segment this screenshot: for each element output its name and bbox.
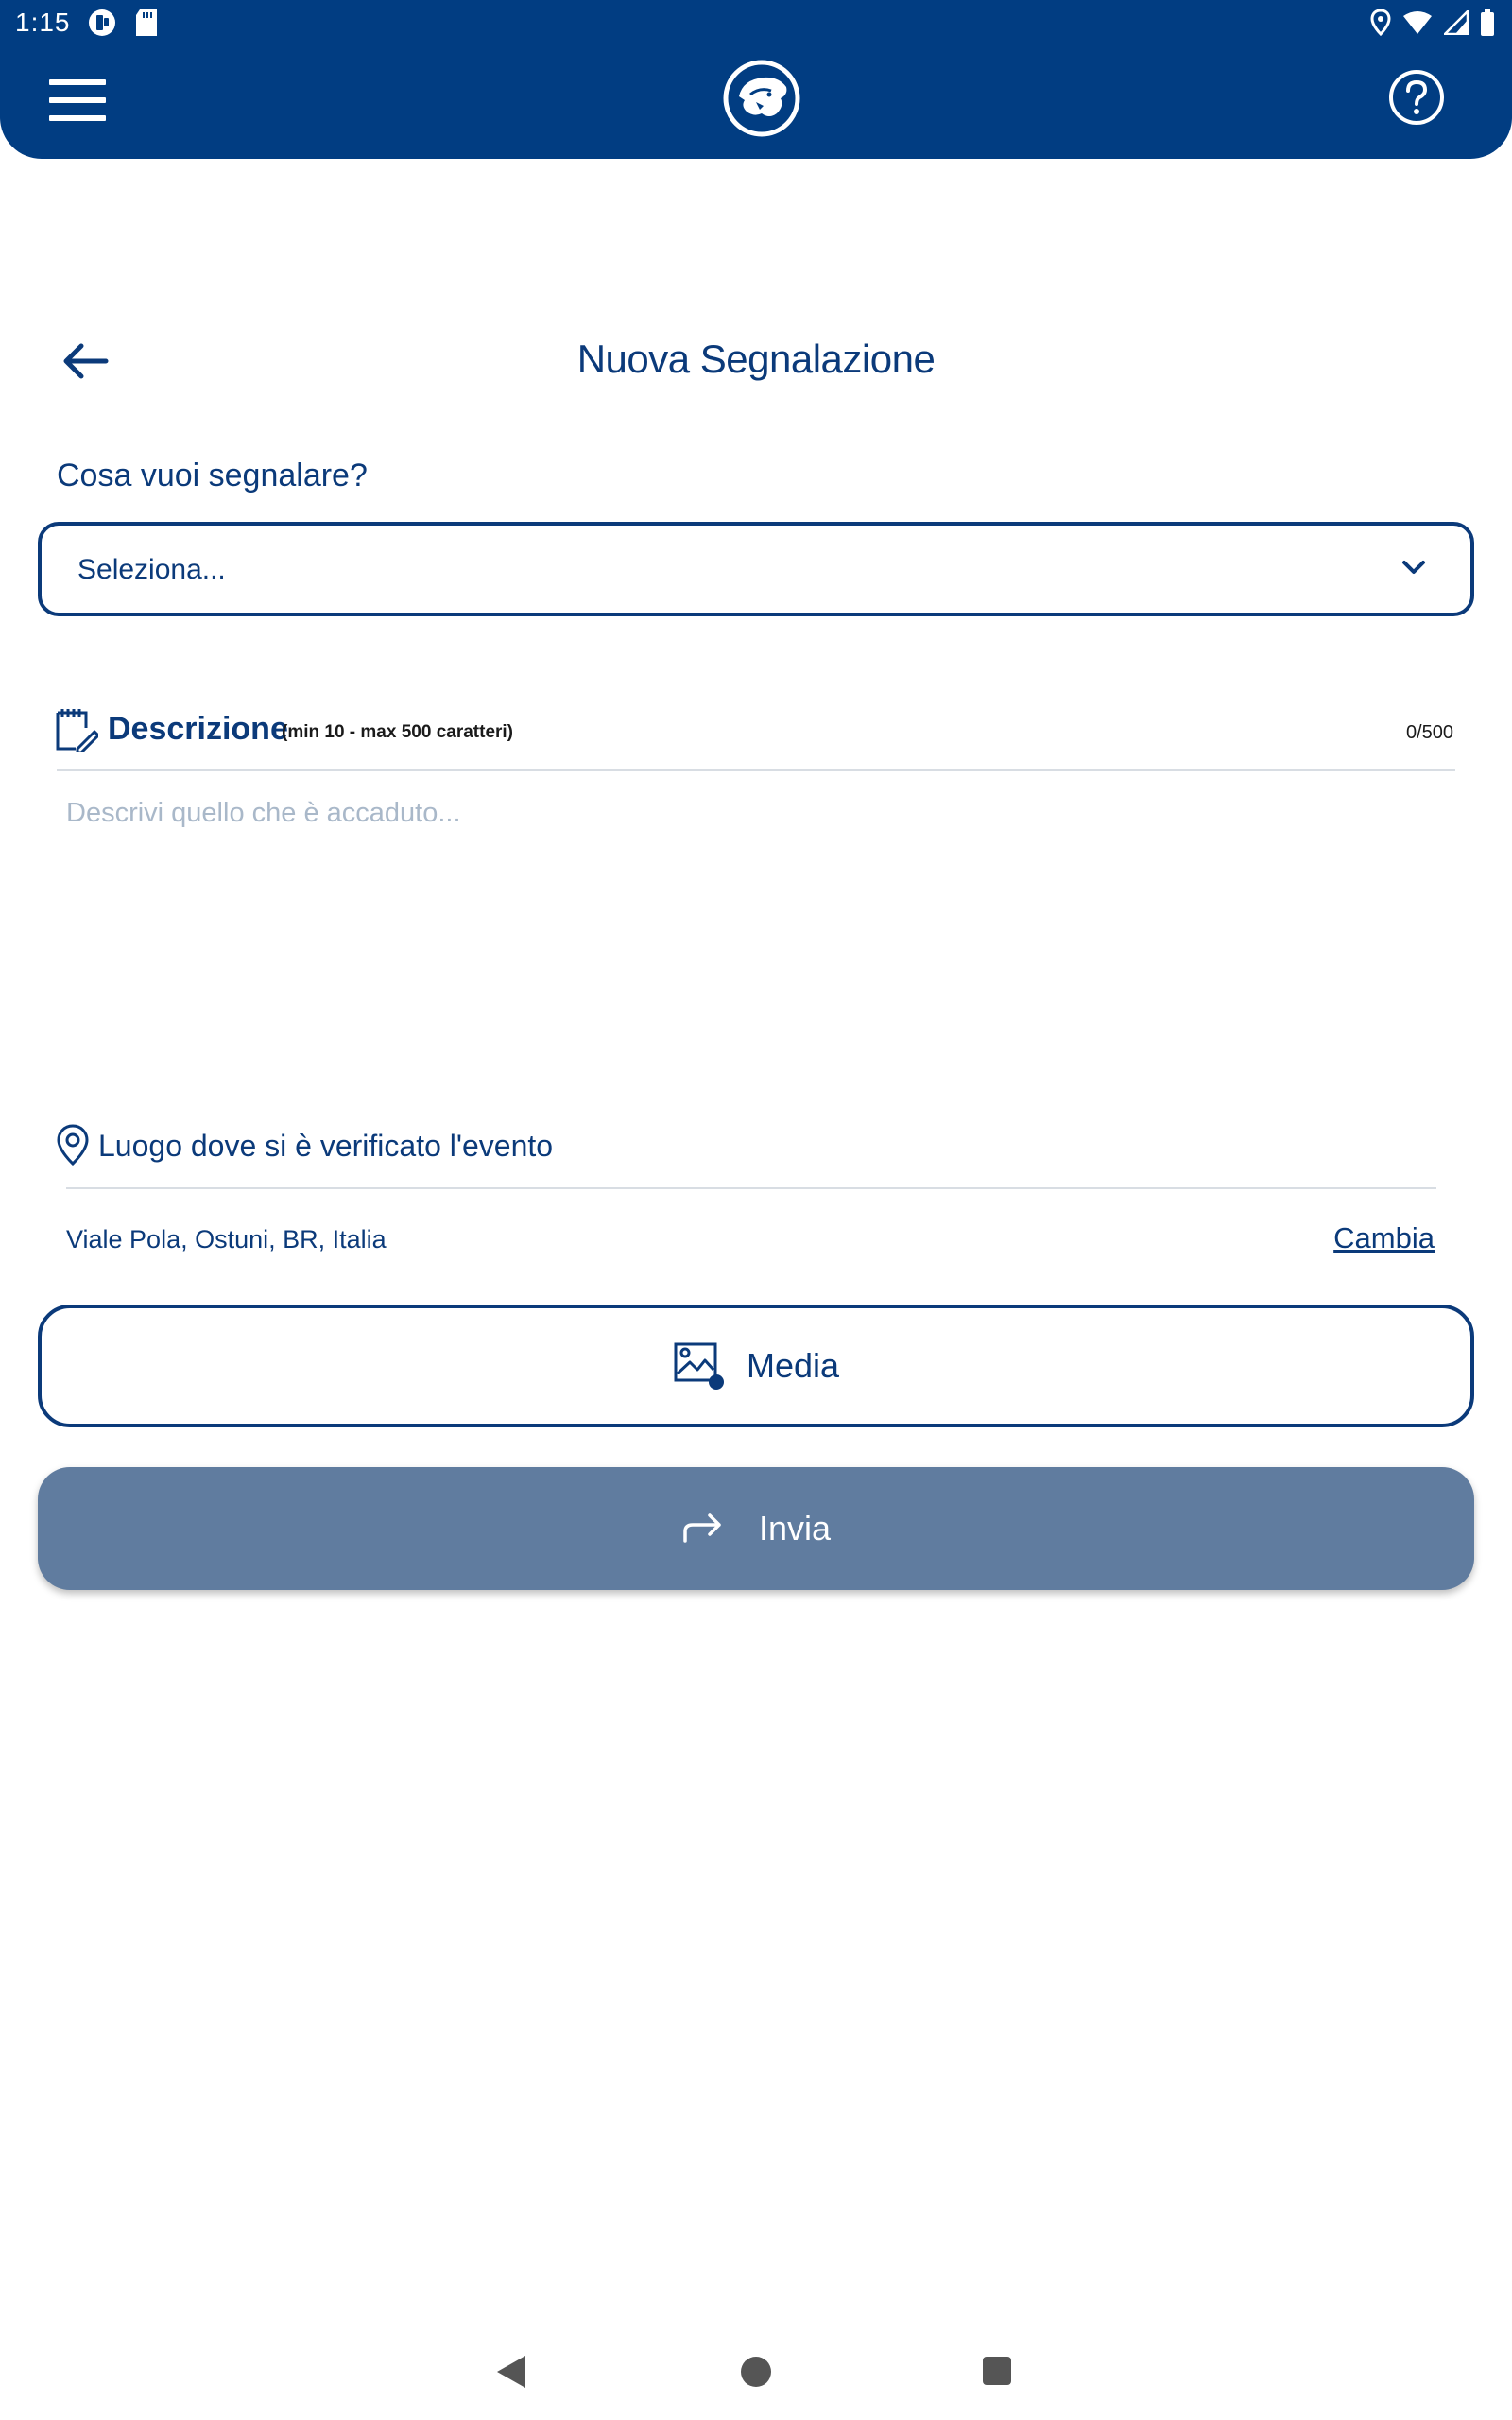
cell-signal-icon — [1444, 10, 1469, 35]
nav-home-icon[interactable] — [741, 2357, 771, 2387]
app-notification-icon — [87, 8, 117, 38]
location-pin-icon — [55, 1123, 91, 1167]
media-button[interactable] — [38, 1305, 1474, 1427]
wifi-icon — [1402, 10, 1433, 35]
category-label: Cosa vuoi segnalare? — [57, 458, 368, 493]
sd-card-icon — [134, 8, 159, 38]
chevron-down-icon — [1400, 558, 1427, 577]
forward-arrow-icon — [681, 1512, 725, 1545]
status-notification-icons — [87, 8, 159, 38]
character-counter: 0/500 — [1405, 722, 1453, 743]
panther-logo-icon — [722, 59, 801, 138]
hamburger-menu-icon[interactable] — [49, 79, 110, 121]
help-circle-icon[interactable] — [1387, 68, 1446, 127]
description-title: Descrizione — [108, 711, 288, 747]
system-nav-bar — [0, 2325, 1512, 2420]
description-hint: (min 10 - max 500 caratteri) — [282, 722, 514, 742]
location-address: Viale Pola, Ostuni, BR, Italia — [66, 1225, 387, 1253]
location-divider — [66, 1187, 1436, 1189]
page-title: Nuova Segnalazione — [576, 337, 936, 381]
status-system-icons — [1370, 9, 1495, 36]
send-button[interactable] — [38, 1467, 1474, 1590]
nav-back-icon[interactable] — [495, 2354, 527, 2390]
category-select[interactable] — [38, 522, 1474, 616]
location-title: Luogo dove si è verificato l'evento — [98, 1129, 554, 1163]
category-select-value: Seleziona... — [77, 554, 226, 585]
location-status-icon — [1370, 9, 1391, 36]
notepad-icon — [55, 707, 98, 752]
description-divider — [57, 769, 1455, 771]
image-gallery-icon — [673, 1341, 726, 1391]
status-time: 1:15 — [15, 8, 71, 37]
media-button-label: Media — [746, 1346, 840, 1385]
nav-recents-icon[interactable] — [983, 2357, 1011, 2385]
description-input[interactable] — [57, 785, 1455, 1068]
change-location-link[interactable]: Cambia — [1333, 1221, 1435, 1254]
app-bar — [0, 0, 1512, 159]
send-button-label: Invia — [758, 1509, 832, 1547]
battery-icon — [1480, 9, 1495, 36]
